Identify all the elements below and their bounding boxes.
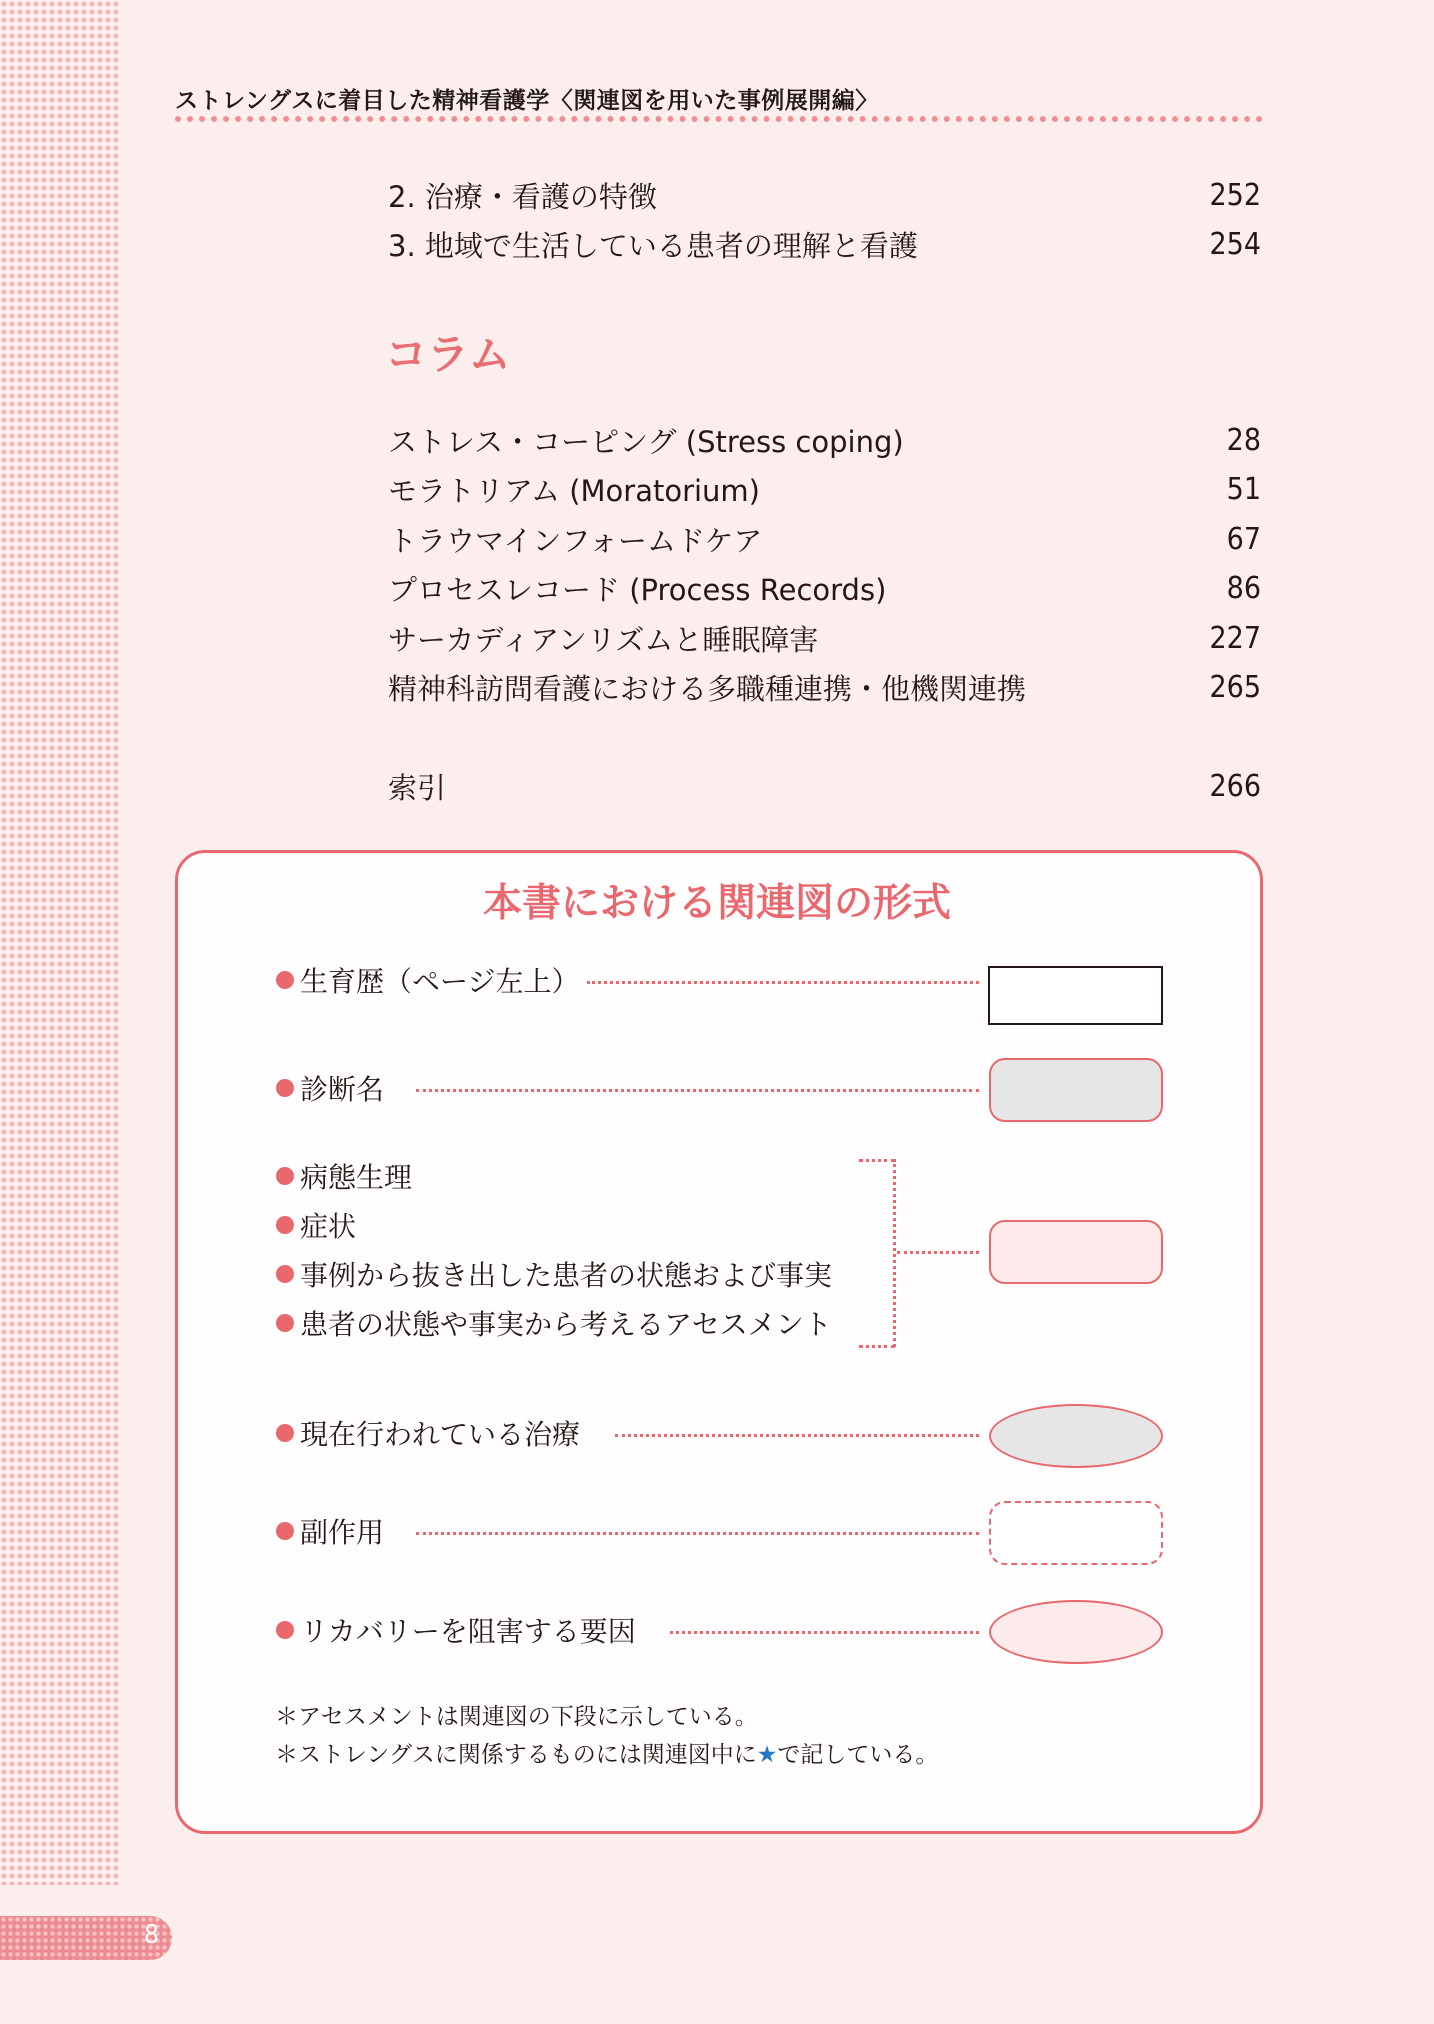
toc-page: 265 <box>1209 669 1261 705</box>
bullet-icon <box>276 971 294 989</box>
toc-page: 28 <box>1226 422 1261 458</box>
toc-row[interactable] <box>388 224 1261 264</box>
toc-page: 254 <box>1209 226 1261 262</box>
column-row[interactable] <box>388 667 1261 707</box>
toc-label: 3. 地域で生活している患者の理解と看護 <box>388 228 918 263</box>
toc-label: トラウマインフォームドケア <box>388 523 763 558</box>
footnote-text: で記している。 <box>777 1742 939 1768</box>
header-dotted-rule <box>175 116 1263 122</box>
legend-title: 本書における関連図の形式 <box>482 881 951 926</box>
footnote-assessment: ＊アセスメントは関連図の下段に示している。 <box>275 1704 758 1730</box>
page-number: 8 <box>144 1920 159 1950</box>
leader-line <box>587 981 979 984</box>
footnote-text: ＊ストレングスに関係するものには関連図中に <box>275 1742 757 1768</box>
bracket-vertical <box>893 1159 896 1347</box>
rounded-rect-gray-shape <box>989 1058 1163 1122</box>
toc-label: 索引 <box>388 770 447 805</box>
toc-label: ストレス・コーピング (Stress coping) <box>388 424 904 459</box>
ellipse-gray-shape <box>989 1404 1163 1468</box>
legend-item-treatment <box>276 1415 580 1455</box>
rect-shape <box>988 966 1163 1025</box>
bullet-icon <box>276 1424 294 1442</box>
toc-page: 86 <box>1226 570 1261 606</box>
ellipse-pink-shape <box>989 1600 1163 1664</box>
running-header: ストレングスに着目した精神看護学〈関連図を用いた事例展開編〉 <box>175 88 879 114</box>
legend-label: 患者の状態や事実から考えるアセスメント <box>300 1308 832 1341</box>
toc-label: モラトリアム (Moratorium) <box>388 473 760 508</box>
toc-page: 266 <box>1209 768 1261 804</box>
legend-label: 事例から抜き出した患者の状態および事実 <box>300 1259 833 1292</box>
bullet-icon <box>276 1079 294 1097</box>
leader-line <box>416 1532 979 1535</box>
toc-label: 精神科訪問看護における多職種連携・他機関連携 <box>388 671 1027 706</box>
column-row[interactable] <box>388 519 1261 559</box>
legend-label: 副作用 <box>300 1516 385 1549</box>
column-row[interactable] <box>388 618 1261 658</box>
legend-item-diagnosis <box>276 1070 384 1110</box>
toc-page: 51 <box>1226 471 1261 507</box>
bullet-icon <box>276 1314 294 1332</box>
toc-label: サーカディアンリズムと睡眠障害 <box>388 622 819 657</box>
column-heading: コラム <box>385 330 511 379</box>
bracket-top <box>859 1159 895 1162</box>
legend-label: 現在行われている治療 <box>300 1418 581 1451</box>
column-row[interactable] <box>388 568 1261 608</box>
leader-line <box>897 1251 979 1254</box>
side-dot-pattern <box>0 0 118 1885</box>
legend-label: 生育歴（ページ左上） <box>300 965 580 998</box>
leader-line <box>615 1434 979 1437</box>
legend-item-symptoms <box>276 1207 356 1247</box>
bullet-icon <box>276 1265 294 1283</box>
bracket-bottom <box>859 1345 895 1348</box>
legend-item-recovery-barriers <box>276 1612 636 1652</box>
toc-label: 2. 治療・看護の特徴 <box>388 179 657 214</box>
leader-line <box>670 1631 979 1634</box>
legend-item-patient-state <box>276 1256 832 1296</box>
legend-label: リカバリーを阻害する要因 <box>300 1615 636 1648</box>
bullet-icon <box>276 1621 294 1639</box>
toc-row[interactable] <box>388 175 1261 215</box>
legend-item-history <box>276 962 579 1002</box>
column-row[interactable] <box>388 420 1261 460</box>
legend-item-pathophysiology <box>276 1158 412 1198</box>
dashed-rounded-rect-shape <box>989 1501 1163 1565</box>
bullet-icon <box>276 1522 294 1540</box>
legend-label: 診断名 <box>300 1073 385 1106</box>
star-icon: ★ <box>756 1742 778 1768</box>
toc-page: 227 <box>1209 620 1261 656</box>
legend-item-assessment <box>276 1305 832 1345</box>
column-row[interactable] <box>388 469 1261 509</box>
leader-line <box>416 1089 979 1092</box>
legend-label: 病態生理 <box>300 1161 413 1194</box>
footnote-strength <box>275 1736 938 1769</box>
bullet-icon <box>276 1216 294 1234</box>
toc-label: プロセスレコード (Process Records) <box>388 572 887 607</box>
bullet-icon <box>276 1167 294 1185</box>
toc-page: 67 <box>1226 521 1261 557</box>
rounded-rect-pink-shape <box>989 1220 1163 1284</box>
legend-item-side-effects <box>276 1513 384 1553</box>
index-row[interactable] <box>388 766 1261 806</box>
legend-label: 症状 <box>300 1210 357 1243</box>
toc-page: 252 <box>1209 177 1261 213</box>
